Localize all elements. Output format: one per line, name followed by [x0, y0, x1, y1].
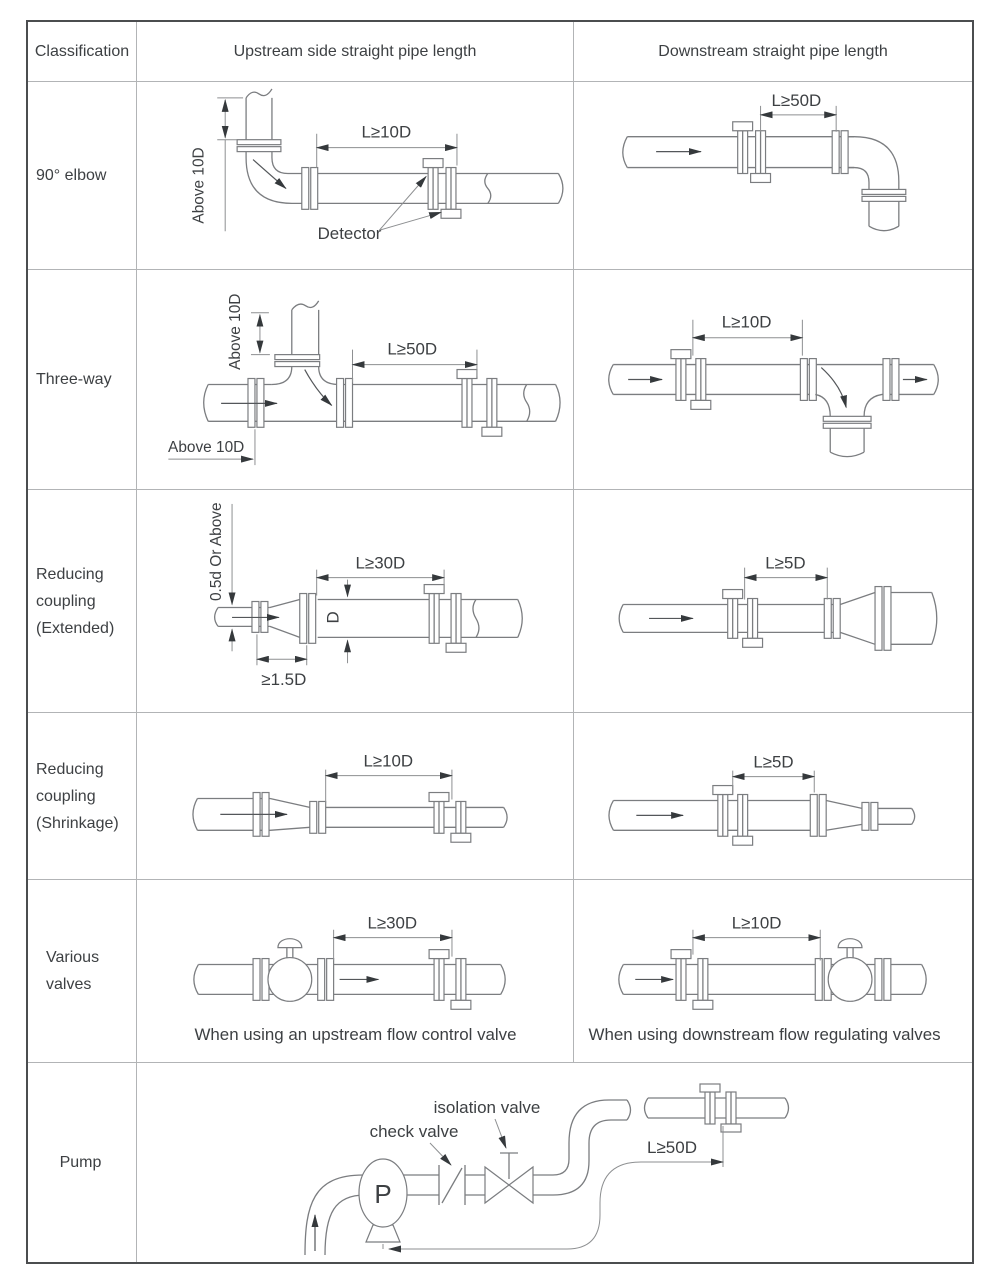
diameter-label: D: [323, 611, 343, 624]
three-way-upstream-drawing: [137, 270, 573, 489]
pipe-drawing: [609, 786, 915, 846]
dimension-label: L≥10D: [721, 312, 772, 332]
classification-pump: [28, 1063, 137, 1262]
dimension-label: L≥50D: [387, 339, 438, 359]
cone-length-label: ≥1.5D: [261, 670, 307, 690]
diagram-three-way-upstream: [137, 270, 574, 490]
valves-downstream-drawing: [574, 880, 972, 1062]
above-10d-horizontal-label: Above 10D: [168, 439, 245, 457]
diagram-valves-downstream: [574, 880, 972, 1063]
classification-reducing-shrinkage: [28, 713, 137, 880]
control-valve: [268, 939, 312, 1002]
reducing-shrinkage-upstream-drawing: [137, 713, 573, 879]
dimension-label: L≥10D: [361, 122, 412, 142]
header-upstream-label: Upstream side straight pipe length: [233, 42, 477, 60]
diagram-reducing-shrinkage-downstream: [574, 713, 972, 880]
dimension-l10d: [693, 313, 803, 356]
pump-drawing: [137, 1063, 972, 1262]
reducing-shrinkage-downstream-drawing: [574, 713, 972, 879]
pipe-drawing: [305, 1084, 789, 1255]
dimension-above-10d-horizontal: [168, 429, 255, 465]
dimension-above-10d-vertical: [227, 294, 270, 370]
row-label: Pump: [59, 1154, 102, 1171]
dimension-l5d: [733, 753, 815, 793]
pipe-drawing: [619, 939, 926, 1010]
diagram-90-elbow-upstream: [137, 82, 574, 270]
dimension-label: L≥30D: [367, 913, 418, 933]
diagram-pump: [137, 1063, 972, 1262]
regulating-valve: [828, 939, 872, 1002]
dimension-l5d: [745, 554, 828, 600]
row-label: Three-way: [36, 371, 112, 388]
row-label: Various valves: [46, 949, 100, 993]
dimension-pipe-diameter: [324, 580, 348, 664]
isolation-valve-label: isolation valve: [433, 1098, 541, 1117]
dimension-label: L≥10D: [731, 913, 782, 933]
diagram-valves-upstream: [137, 880, 574, 1063]
header-upstream: [137, 22, 574, 82]
pump-symbol: [359, 1159, 407, 1242]
pipe-drawing: [204, 301, 560, 436]
elbow-upstream-drawing: [137, 82, 573, 269]
elbow-downstream-drawing: [574, 82, 972, 269]
above-10d-label: Above 10D: [190, 147, 208, 224]
valve-callouts: [370, 1098, 541, 1165]
pipe-drawing: [619, 587, 937, 651]
dimension-label: L≥10D: [363, 751, 414, 771]
dimension-inlet-diameter: [208, 502, 232, 651]
three-way-downstream-drawing: [574, 270, 972, 489]
dimension-label: L≥5D: [753, 752, 794, 772]
header-classification-label: Classification: [34, 42, 130, 60]
classification-three-way: [28, 270, 137, 490]
pipe-drawing: [237, 89, 563, 218]
classification-reducing-extended: [28, 490, 137, 713]
downstream-valve-caption: When using downstream flow regulating valves: [588, 1025, 941, 1045]
dimension-label: L≥5D: [765, 553, 806, 573]
inlet-diameter-label: 0.5d Or Above: [208, 502, 226, 602]
pipe-drawing: [215, 585, 523, 653]
dimension-l50d: [383, 1126, 723, 1249]
dimension-l50d: [761, 91, 837, 132]
pipe-drawing: [609, 350, 938, 457]
diagram-reducing-shrinkage-upstream: [137, 713, 574, 880]
row-label: 90° elbow: [36, 167, 107, 184]
check-valve-symbol: [439, 1165, 465, 1205]
diagram-three-way-downstream: [574, 270, 972, 490]
diagram-reducing-extended-upstream: [137, 490, 574, 713]
dimension-label: L≥50D: [771, 90, 822, 110]
header-downstream: [574, 22, 972, 82]
diagram-90-elbow-downstream: [574, 82, 972, 270]
diagram-reducing-extended-downstream: [574, 490, 972, 713]
dimension-label: L≥50D: [647, 1138, 697, 1157]
header-downstream-label: Downstream straight pipe length: [658, 42, 888, 60]
classification-various-valves: [28, 880, 137, 1063]
pump-letter: P: [374, 1179, 392, 1209]
reducing-extended-upstream-drawing: [137, 490, 573, 712]
isolation-valve-symbol: [485, 1153, 533, 1203]
installation-requirements-table: [26, 20, 974, 1264]
dimension-l10d: [693, 914, 820, 961]
reducing-extended-downstream-drawing: [574, 490, 972, 712]
valves-upstream-drawing: [137, 880, 573, 1062]
upstream-valve-caption: When using an upstream flow control valve: [194, 1025, 517, 1045]
dimension-above-10d: [190, 98, 243, 231]
pipe-drawing: [194, 939, 505, 1010]
classification-90-elbow: [28, 82, 137, 270]
pipe-drawing: [193, 793, 507, 843]
pipe-drawing: [623, 122, 906, 231]
row-label: Reducing coupling (Shrinkage): [36, 760, 119, 832]
detector-label: Detector: [317, 224, 382, 244]
detector-callout: [318, 176, 441, 243]
check-valve-label: check valve: [369, 1122, 459, 1141]
above-10d-vertical-label: Above 10D: [227, 293, 245, 370]
row-label: Reducing coupling (Extended): [36, 565, 115, 637]
dimension-label: L≥30D: [355, 553, 406, 573]
header-classification: [28, 22, 137, 82]
